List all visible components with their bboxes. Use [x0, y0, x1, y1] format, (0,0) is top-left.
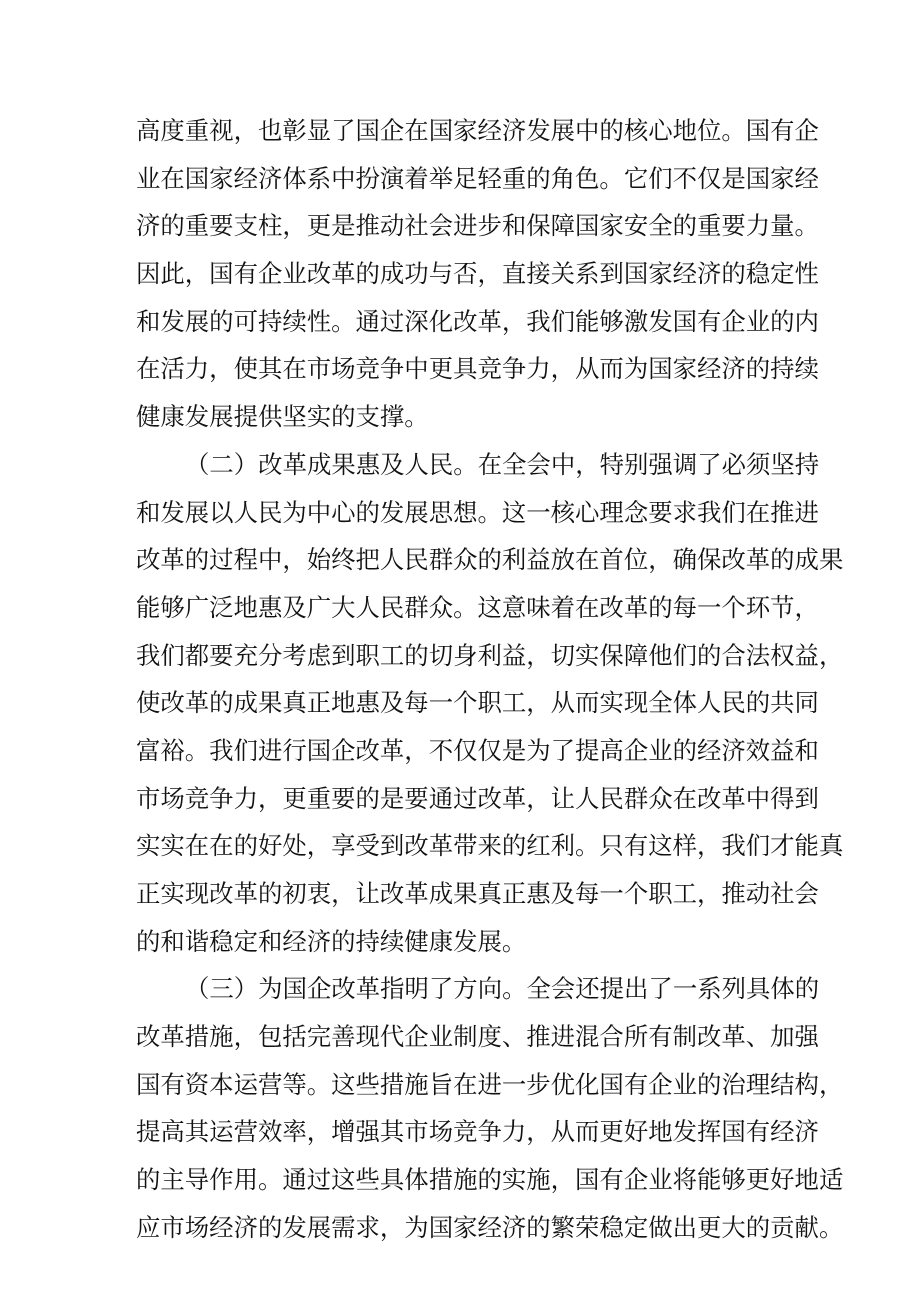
paragraph-line: 我们都要充分考虑到职工的切身利益，切实保障他们的合法权益， — [136, 640, 844, 670]
paragraph-line: 改革的过程中，始终把人民群众的利益放在首位，确保改革的成果 — [136, 545, 844, 575]
paragraph-line: 和发展以人民为中心的发展思想。这一核心理念要求我们在推进 — [136, 497, 819, 527]
paragraph-line: 改革措施，包括完善现代企业制度、推进混合所有制改革、加强 — [136, 1022, 819, 1052]
paragraph-line: 和发展的可持续性。通过深化改革，我们能够激发国有企业的内 — [136, 306, 819, 336]
paragraph-3 — [136, 965, 912, 1251]
paragraph-line: 的和谐稳定和经济的持续健康发展。 — [136, 926, 527, 956]
paragraph-line: 健康发展提供坚实的支撑。 — [136, 402, 429, 432]
paragraph-heading-line: （三）为国企改革指明了方向。全会还提出了一系列具体的 — [185, 974, 820, 1004]
paragraph-line: 因此，国有企业改革的成功与否，直接关系到国家经济的稳定性 — [136, 259, 819, 289]
paragraph-line: 济的重要支柱，更是推动社会进步和保障国家安全的重要力量。 — [136, 211, 819, 241]
paragraph-line: 富裕。我们进行国企改革，不仅仅是为了提高企业的经济效益和 — [136, 735, 819, 765]
paragraph-line: 国有资本运营等。这些措施旨在进一步优化国有企业的治理结构， — [136, 1069, 844, 1099]
paragraph-1 — [136, 107, 912, 441]
paragraph-line: 的主导作用。通过这些具体措施的实施，国有企业将能够更好地适 — [136, 1165, 844, 1195]
paragraph-line: 业在国家经济体系中扮演着举足轻重的角色。它们不仅是国家经 — [136, 163, 819, 193]
paragraph-line: 实实在在的好处，享受到改革带来的红利。只有这样，我们才能真 — [136, 831, 844, 861]
paragraph-line: 市场竞争力，更重要的是要通过改革，让人民群众在改革中得到 — [136, 783, 819, 813]
paragraph-line: 能够广泛地惠及广大人民群众。这意味着在改革的每一个环节， — [136, 592, 819, 622]
paragraph-line: 高度重视，也彰显了国企在国家经济发展中的核心地位。国有企 — [136, 116, 819, 145]
paragraph-line: 正实现改革的初衷，让改革成果真正惠及每一个职工，推动社会 — [136, 879, 819, 908]
paragraph-2 — [136, 441, 912, 966]
document-body — [136, 107, 912, 1252]
paragraph-line: 在活力，使其在市场竞争中更具竞争力，从而为国家经济的持续 — [136, 354, 819, 384]
paragraph-line: 提高其运营效率，增强其市场竞争力，从而更好地发挥国有经济 — [136, 1117, 819, 1147]
paragraph-line: 应市场经济的发展需求，为国家经济的繁荣稳定做出更大的贡献。 — [136, 1212, 844, 1242]
paragraph-heading-line: （二）改革成果惠及人民。在全会中，特别强调了必须坚持 — [185, 449, 820, 479]
paragraph-line: 使改革的成果真正地惠及每一个职工，从而实现全体人民的共同 — [136, 688, 819, 718]
